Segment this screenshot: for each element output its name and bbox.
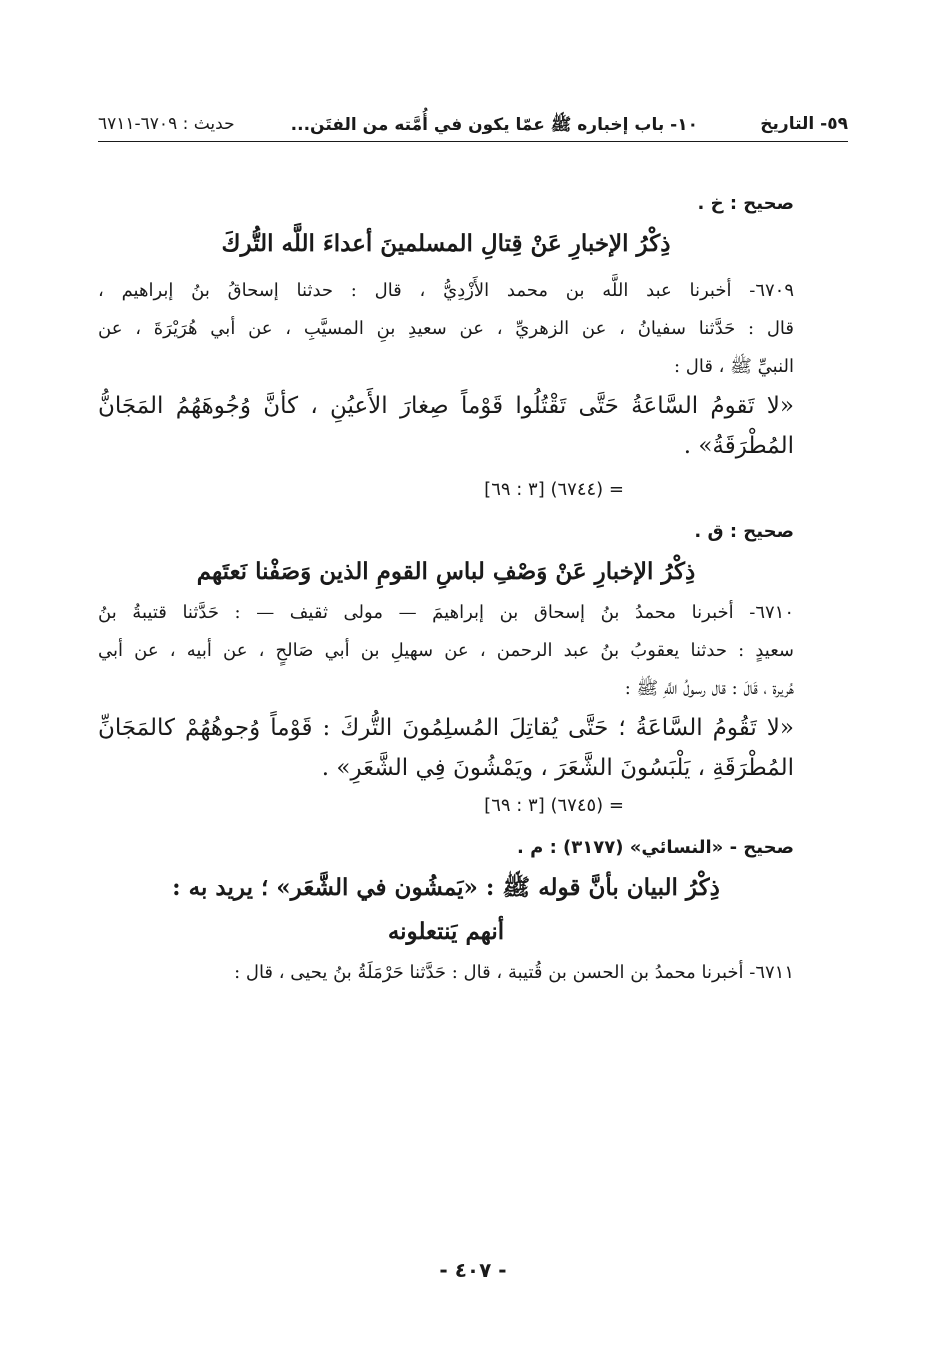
section-heading: ذِكْرُ الإخبارِ عَنْ وَصْفِ لباسِ القومِ الذين وَصَفْنا نَعتَهم xyxy=(196,558,696,585)
matn-6709-line-2: المُطْرَقَةُ» . xyxy=(683,433,794,459)
matn-6710-line-1: «لا تَقُومُ السَّاعَةُ ؛ حَتَّى يُقاتِلَ المُسلِمُونَ التُّركَ : قَوْماً وُجوهُهُمْ كالمَجَانِّ xyxy=(98,715,794,741)
matn-6710-line-2: المُطْرَقَةِ ، يَلْبَسُونَ الشَّعَرَ ، ويَمْشُونَ فِي الشَّعَرِ» . xyxy=(321,755,794,781)
section-heading: ذِكْرُ الإخبارِ عَنْ قِتالِ المسلمينَ أعداءَ اللَّه التُّركَ xyxy=(221,230,671,257)
hadith-range: حديث : ٦٧٠٩-٦٧١١ xyxy=(98,114,235,134)
hadith-6710-line-1: ٦٧١٠- أخبرنا محمدُ بنُ إسحاق بن إبراهيمَ — مولى ثقيف — : حَدَّثنا قتيبةُ بنُ xyxy=(98,602,794,623)
hadith-6710-line-2: سعيدٍ : حدثنا يعقوبُ بنُ عبد الرحمن ، عن سهيلِ بن أبي صَالحٍ ، عن أبيه ، عن أبي xyxy=(98,640,794,661)
grade-line: صحيح : خ . xyxy=(697,193,794,214)
section-heading-continued: أنهم يَنتعلونه xyxy=(387,918,505,945)
grade-line: صحيح - «النسائي» (٣١٧٧) : م . xyxy=(517,837,794,858)
hadith-6710-line-3: هُريرة ، قَالَ : قال رسولُ اللَّهِ ﷺ : xyxy=(624,678,794,699)
page-number: - ٤٠٧ - xyxy=(439,1258,507,1282)
matn-6709-line-1: «لا تَقومُ السَّاعَةُ حَتَّى تَقْتُلُوا قَوْماً صِغارَ الأَعيُنِ ، كأنَّ وُجُوهَهُمُ المَجَانُّ xyxy=(98,393,794,419)
cross-reference: = (٦٧٤٤) [٣ : ٦٩] xyxy=(484,479,624,500)
hadith-6711-line-1: ٦٧١١- أخبرنا محمدُ بن الحسن بن قُتيبة ، قال : حَدَّثنا حَرْمَلَةُ بنُ يحيى ، قال : xyxy=(234,962,794,983)
chapter-title: ٥٩- التاريخ xyxy=(760,114,848,134)
cross-reference: = (٦٧٤٥) [٣ : ٦٩] xyxy=(484,795,624,816)
hadith-6709-line-3: النبيِّ ﷺ ، قال : xyxy=(673,356,794,377)
page-body xyxy=(98,186,794,992)
header-rule xyxy=(98,141,848,142)
grade-line: صحيح : ق . xyxy=(694,521,794,542)
hadith-6709-line-1: ٦٧٠٩- أخبرنا عبد اللَّه بن محمد الأَزْدِيُّ ، قال : حدثنا إسحاقُ بنُ إبراهيم ، xyxy=(98,280,794,301)
section-heading: ذِكْرُ البيان بأنَّ قوله ﷺ : «يَمشُون في الشَّعَر» ؛ يريد به : xyxy=(172,874,720,901)
running-header xyxy=(98,108,848,142)
hadith-6709-line-2: قال : حَدَّثنا سفيانُ ، عن الزهريِّ ، عن سعيدِ بنِ المسيَّبِ ، عن أبي هُرَيْرَةَ ، عن xyxy=(98,318,794,339)
section-title: ١٠- باب إخباره ﷺ عمّا يكون في أُمَّته من الفتَن... xyxy=(290,115,698,135)
